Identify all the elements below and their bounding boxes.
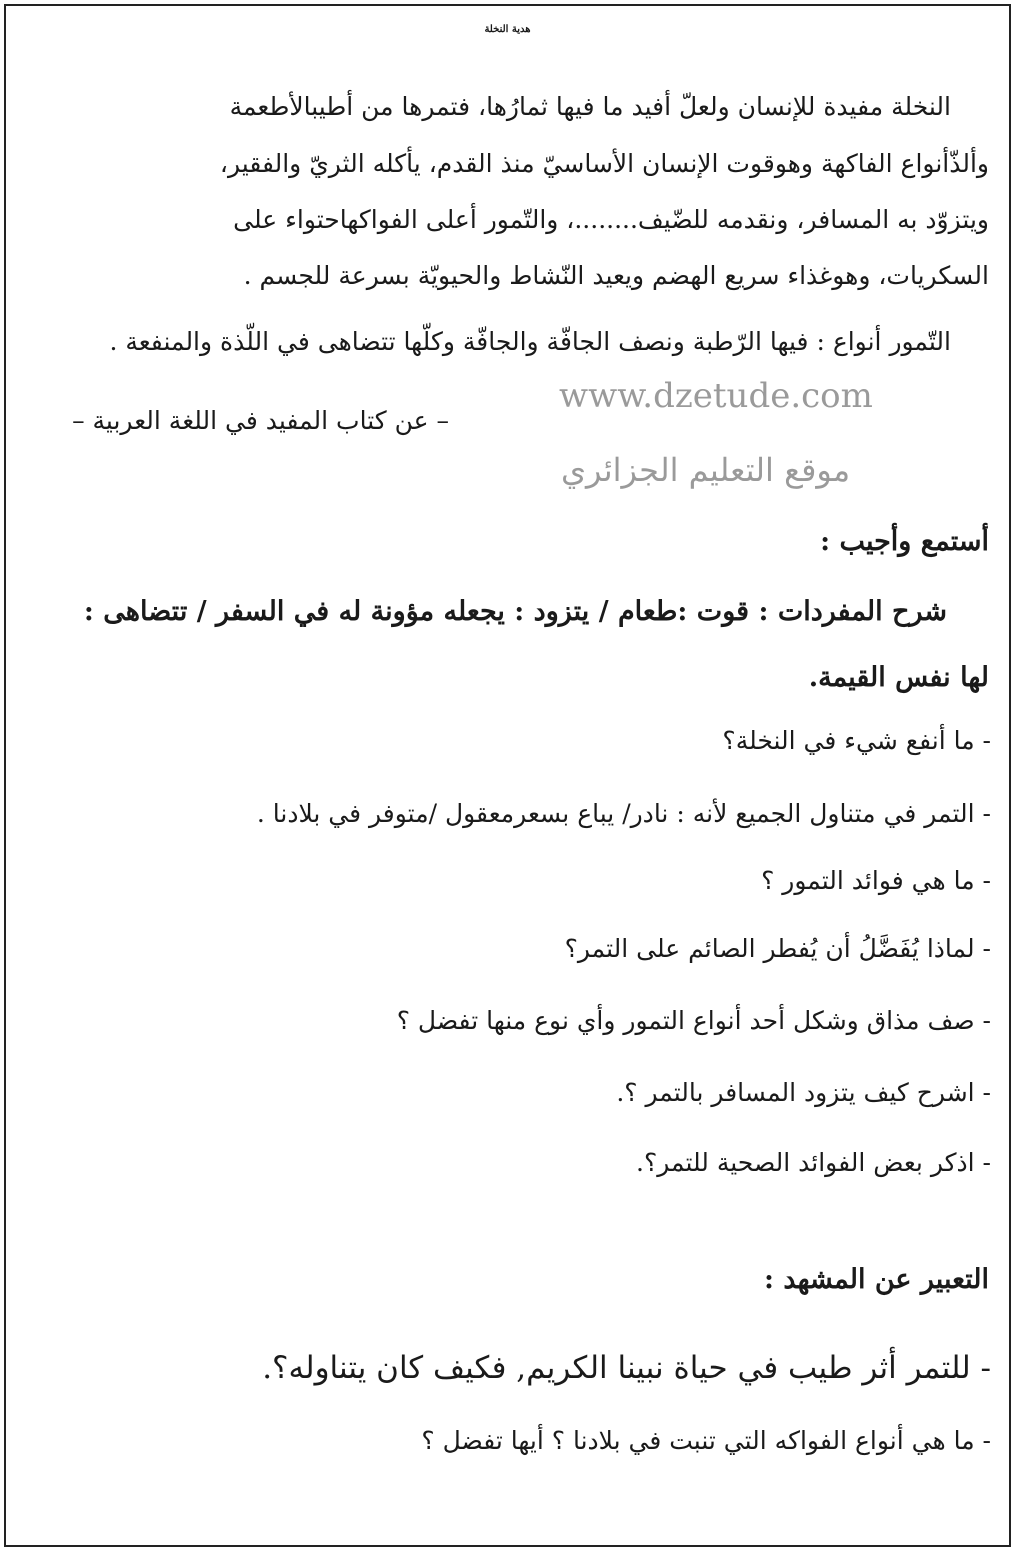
question-item: - ما هي فوائد التمور ؟ bbox=[761, 866, 991, 895]
question-item: - للتمر أثر طيب في حياة نبينا الكريم, فكيف كان يتناوله؟. bbox=[262, 1350, 991, 1386]
vocabulary-line: شرح المفردات : قوت :طعام / يتزود : يجعله مؤونة له في السفر / تتضاهى : bbox=[83, 596, 947, 627]
passage-line: التّمور أنواع : فيها الرّطبة ونصف الجافّة والجافّة وكلّها تتضاهى في اللّذة والمنفعة . bbox=[109, 327, 951, 356]
watermark-site-name: موقع التعليم الجزائري bbox=[561, 451, 851, 489]
question-item: - اشرح كيف يتزود المسافر بالتمر ؟. bbox=[616, 1078, 991, 1107]
passage-line: وألذّأنواع الفاكهة وهوقوت الإنسان الأساسيّ منذ القدم، يأكله الثريّ والفقير، bbox=[219, 149, 989, 178]
question-item: - اذكر بعض الفوائد الصحية للتمر؟. bbox=[636, 1148, 991, 1177]
expression-heading: التعبير عن المشهد : bbox=[764, 1264, 989, 1295]
passage-line: السكريات، وهوغذاء سريع الهضم ويعيد النّشاط والحيويّة بسرعة للجسم . bbox=[243, 261, 989, 290]
question-item: - التمر في متناول الجميع لأنه : نادر/ يباع بسعرمعقول /متوفر في بلادنا . bbox=[256, 799, 991, 828]
question-item: - ما هي أنواع الفواكه التي تنبت في بلادنا ؟ أيها تفضل ؟ bbox=[421, 1426, 991, 1455]
watermark-url: www.dzetude.com bbox=[559, 376, 873, 416]
passage-line: ويتزوّد به المسافر، ونقدمه للضّيف........، والتّمور أعلى الفواكهاحتواء على bbox=[233, 205, 989, 234]
passage-source: – عن كتاب المفيد في اللغة العربية – bbox=[72, 406, 449, 435]
listen-heading: أستمع وأجيب : bbox=[820, 526, 989, 557]
vocabulary-line: لها نفس القيمة. bbox=[808, 662, 989, 693]
question-item: - لماذا يُفَضَّلُ أن يُفطر الصائم على التمر؟ bbox=[564, 934, 991, 963]
passage-line: النخلة مفيدة للإنسان ولعلّ أفيد ما فيها ثمارُها، فتمرها من أطيبالأطعمة bbox=[229, 92, 951, 121]
page-title: هدية النخلة bbox=[484, 24, 531, 35]
document-page bbox=[4, 4, 1011, 1547]
question-item: - صف مذاق وشكل أحد أنواع التمور وأي نوع منها تفضل ؟ bbox=[396, 1006, 991, 1035]
question-item: - ما أنفع شيء في النخلة؟ bbox=[722, 726, 991, 755]
